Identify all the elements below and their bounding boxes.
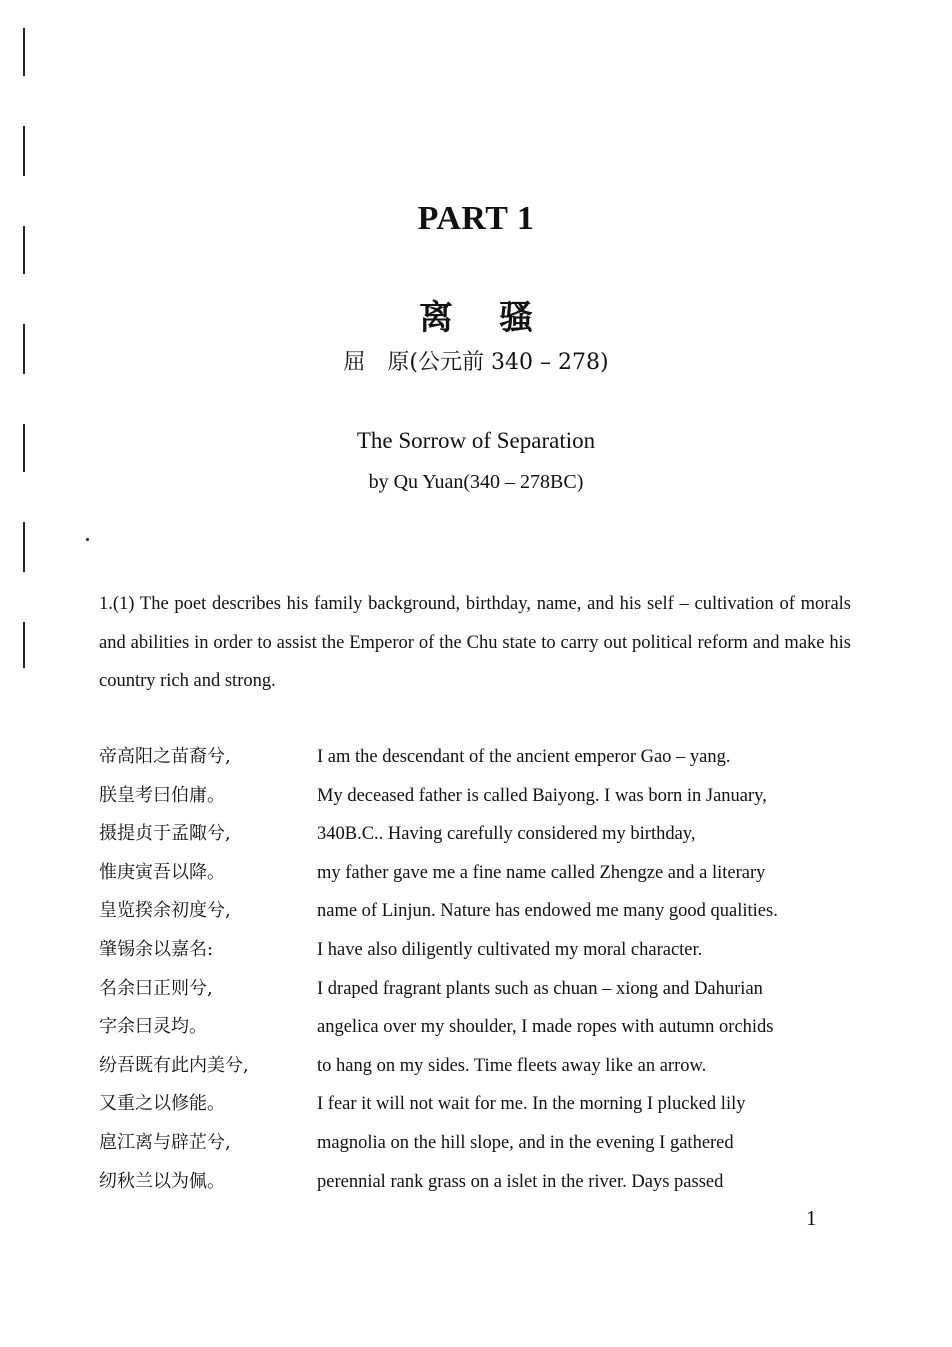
poem-chinese-line: 惟庚寅吾以降。 (99, 861, 225, 883)
poem-chinese-line: 纫秋兰以为佩。 (99, 1170, 225, 1192)
poem-english-line: My deceased father is called Baiyong. I was born in January, (317, 785, 767, 806)
poem-chinese-line: 字余曰灵均。 (99, 1016, 207, 1038)
scan-edge-mark (23, 622, 25, 668)
poem-row (99, 1124, 859, 1163)
scan-edge-mark (23, 126, 25, 176)
section-summary: 1.(1) The poet describes his family background, birthday, name, and his self – cultivation of morals and abilities in order to assist the Emperor of the Chu state to carry out political reform and make his country rich and strong. (99, 594, 851, 691)
poem-english-line: angelica over my shoulder, I made ropes with autumn orchids (317, 1017, 774, 1038)
poem-chinese-line: 朕皇考曰伯庸。 (99, 784, 225, 806)
poem-chinese-line: 摄提贞于孟陬兮, (99, 823, 231, 845)
poem-row (99, 892, 859, 931)
poem-english-line: name of Linjun. Nature has endowed me many good qualities. (317, 901, 778, 922)
poem-table (99, 738, 859, 1201)
poem-row (99, 970, 859, 1009)
poem-english-line: I draped fragrant plants such as chuan – xiong and Dahurian (317, 978, 763, 999)
poem-english-line: I am the descendant of the ancient emperor Gao – yang. (317, 747, 731, 767)
poem-chinese-line: 帝高阳之苗裔兮, (99, 746, 231, 767)
scan-dot (86, 538, 89, 541)
poem-english-line: my father gave me a fine name called Zhengze and a literary (317, 862, 766, 883)
poem-row (99, 1008, 859, 1047)
poem-row (99, 1163, 859, 1202)
english-author: by Qu Yuan(340 – 278BC) (368, 471, 584, 493)
poem-chinese-line: 名余曰正则兮, (99, 977, 213, 999)
page-number: 1 (806, 1206, 817, 1230)
poem-row (99, 777, 859, 816)
poem-row (99, 738, 859, 777)
poem-english-line: I fear it will not wait for me. In the morning I plucked lily (317, 1094, 746, 1115)
poem-row (99, 854, 859, 893)
poem-row (99, 931, 859, 970)
poem-english-line: magnolia on the hill slope, and in the evening I gathered (317, 1132, 734, 1153)
english-title: The Sorrow of Separation (356, 428, 596, 453)
poem-row (99, 815, 859, 854)
poem-chinese-line: 肇锡余以嘉名: (99, 938, 214, 960)
poem-english-line: perennial rank grass on a islet in the river. Days passed (317, 1171, 724, 1192)
scan-edge-mark (23, 28, 25, 76)
chinese-author: 屈 原(公元前 340 – 278) (343, 350, 609, 375)
chinese-title: 离骚 (419, 298, 579, 338)
poem-chinese-line: 扈江离与辟芷兮, (99, 1131, 231, 1153)
poem-chinese-line: 又重之以修能。 (99, 1093, 225, 1115)
poem-chinese-line: 皇览揆余初度兮, (99, 900, 231, 922)
poem-row (99, 1085, 859, 1124)
poem-row (99, 1047, 859, 1086)
poem-english-line: to hang on my sides. Time fleets away like an arrow. (317, 1055, 707, 1076)
scan-edge-mark (23, 522, 25, 572)
poem-english-line: I have also diligently cultivated my moral character. (317, 939, 703, 960)
poem-chinese-line: 纷吾既有此内美兮, (99, 1054, 249, 1076)
poem-english-line: 340B.C.. Having carefully considered my birthday, (317, 824, 696, 845)
part-title: PART 1 (417, 200, 535, 237)
